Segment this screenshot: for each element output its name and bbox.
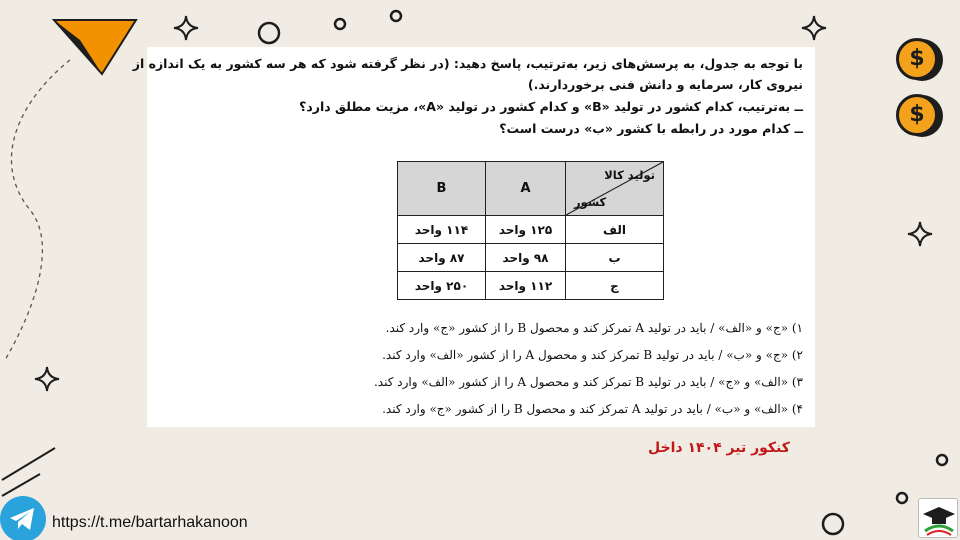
- table-row: [398, 216, 664, 244]
- header-col-b: B: [398, 162, 486, 216]
- cell-a: ۱۲۵ واحد: [486, 216, 566, 244]
- table-row: [398, 272, 664, 300]
- cell-b: ۱۱۴ واحد: [398, 216, 486, 244]
- circle-icon: [388, 8, 404, 24]
- dollar-coin-icon: $: [896, 38, 938, 80]
- table-corner-header: [566, 162, 664, 216]
- cell-a: ۹۸ واحد: [486, 244, 566, 272]
- telegram-icon[interactable]: [0, 496, 46, 540]
- cell-b: ۲۵۰ واحد: [398, 272, 486, 300]
- header-country-label: کشور: [574, 195, 607, 209]
- dollar-coin-icon: $: [896, 94, 938, 136]
- option-4[interactable]: ۴) «الف» و «ب» / باید در تولید A تمرکز کند و محصول B را از کشور «ج» وارد کند.: [382, 402, 803, 416]
- question-part-1: ــ به‌ترتیب، کدام کشور در تولید «B» و کدام کشور در تولید «A»، مزیت مطلق دارد؟: [299, 99, 803, 114]
- cell-a: ۱۱۲ واحد: [486, 272, 566, 300]
- dashed-trail-decoration: [0, 40, 80, 370]
- question-intro-line-1: با توجه به جدول، به پرسش‌های زیر، به‌ترتیب، پاسخ دهید: (در نظر گرفته شود که هر سه کشور به یک اندازه از: [132, 56, 803, 71]
- table-row: [398, 244, 664, 272]
- exam-source-label: کنکور تیر ۱۴۰۴ داخل: [648, 440, 790, 456]
- header-goods-label: تولید کالا: [604, 168, 655, 182]
- sparkle-icon: [33, 365, 61, 393]
- sparkle-icon: [906, 220, 934, 248]
- graduation-badge-icon: [918, 498, 958, 538]
- option-3[interactable]: ۳) «الف» و «ج» / باید در تولید B تمرکز کند و محصول A را از کشور «الف» وارد کند.: [373, 375, 803, 389]
- circle-icon: [934, 452, 950, 468]
- option-1[interactable]: ۱) «ج» و «الف» / باید در تولید A تمرکز کند و محصول B را از کشور «ج» وارد کند.: [385, 321, 803, 335]
- circle-icon: [894, 490, 910, 506]
- circle-icon: [256, 20, 282, 46]
- option-2[interactable]: ۲) «ج» و «ب» / باید در تولید B تمرکز کند و محصول A را از کشور «الف» وارد کند.: [382, 348, 803, 362]
- question-part-2: ــ کدام مورد در رابطه با کشور «ب» درست است؟: [499, 121, 803, 136]
- row-country: ج: [566, 272, 664, 300]
- circle-icon: [332, 16, 348, 32]
- answer-options: [163, 315, 803, 423]
- header-col-a: A: [486, 162, 566, 216]
- row-country: الف: [566, 216, 664, 244]
- telegram-channel-link[interactable]: https://t.me/bartarhakanoon: [52, 514, 248, 531]
- production-table: [397, 161, 664, 300]
- sparkle-icon: [800, 14, 828, 42]
- slash-lines-decoration: [0, 440, 60, 500]
- sparkle-icon: [172, 14, 200, 42]
- cell-b: ۸۷ واحد: [398, 244, 486, 272]
- question-card: [132, 47, 815, 427]
- question-intro-line-2: نیروی کار، سرمایه و دانش فنی برخوردارند.): [527, 77, 803, 92]
- circle-icon: [819, 510, 847, 538]
- row-country: ب: [566, 244, 664, 272]
